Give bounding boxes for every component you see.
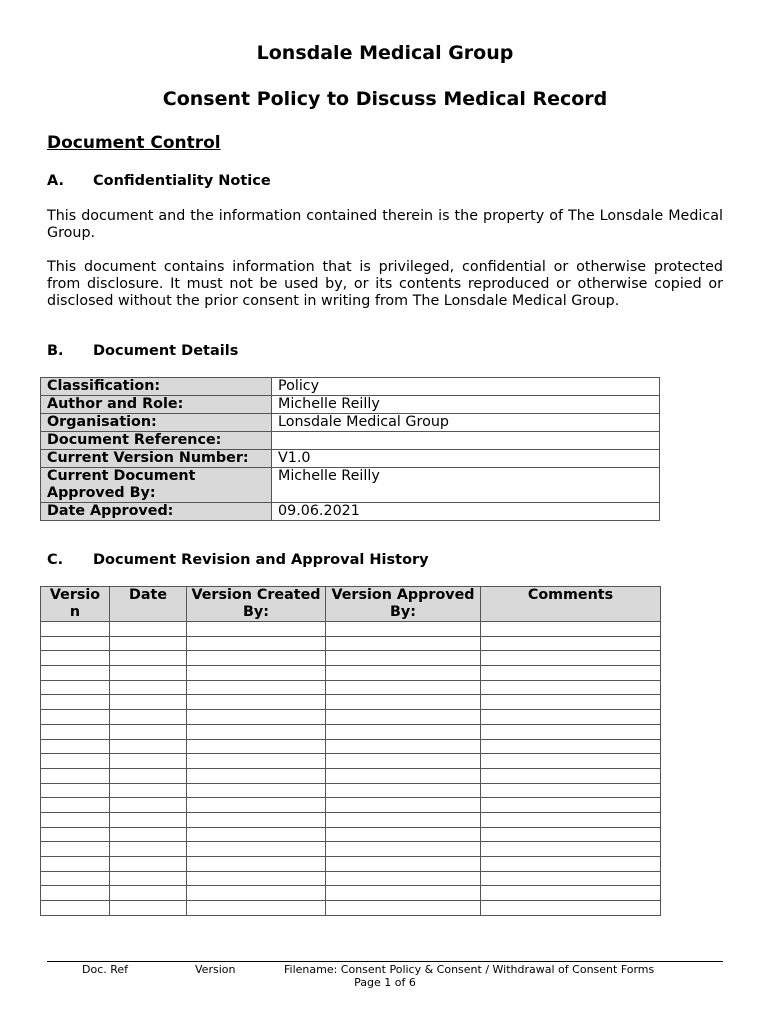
revision-cell <box>481 812 661 827</box>
column-header-date: Date <box>110 587 187 622</box>
document-details-table <box>40 377 660 521</box>
revision-row <box>41 651 661 666</box>
details-label: Current Document Approved By: <box>41 468 272 503</box>
details-label: Classification: <box>41 378 272 396</box>
details-value: Michelle Reilly <box>272 396 660 414</box>
revision-cell <box>187 842 326 857</box>
revision-cell <box>481 710 661 725</box>
details-value <box>272 432 660 450</box>
revision-cell <box>110 827 187 842</box>
revision-cell <box>326 768 481 783</box>
details-label: Author and Role: <box>41 396 272 414</box>
revision-cell <box>187 636 326 651</box>
section-a-heading <box>47 173 271 189</box>
revision-cell <box>110 798 187 813</box>
revision-cell <box>481 680 661 695</box>
details-value: 09.06.2021 <box>272 503 660 521</box>
revision-cell <box>110 754 187 769</box>
revision-cell <box>110 651 187 666</box>
revision-cell <box>481 739 661 754</box>
revision-cell <box>481 886 661 901</box>
details-row <box>41 432 660 450</box>
section-a-number: A. <box>47 173 64 189</box>
revision-cell <box>187 724 326 739</box>
revision-cell <box>187 886 326 901</box>
revision-cell <box>326 783 481 798</box>
footer-page-number: Page 1 of 6 <box>354 976 416 989</box>
document-control-heading: Document Control <box>47 133 221 153</box>
revision-row <box>41 768 661 783</box>
revision-cell <box>41 680 110 695</box>
revision-cell <box>326 695 481 710</box>
revision-cell <box>110 812 187 827</box>
revision-cell <box>187 783 326 798</box>
column-header-created-by: Version Created By: <box>187 587 326 622</box>
details-value: Lonsdale Medical Group <box>272 414 660 432</box>
section-b-heading <box>47 343 238 359</box>
confidentiality-paragraph-1: This document and the information contained therein is the property of The Lonsdale Medical Group. <box>47 208 723 241</box>
revision-cell <box>110 666 187 681</box>
revision-cell <box>326 871 481 886</box>
revision-cell <box>41 636 110 651</box>
column-header-version: Versio n <box>41 587 110 622</box>
revision-cell <box>326 886 481 901</box>
revision-cell <box>187 739 326 754</box>
details-row <box>41 378 660 396</box>
revision-cell <box>187 901 326 916</box>
revision-cell <box>187 857 326 872</box>
revision-row <box>41 724 661 739</box>
revision-row <box>41 739 661 754</box>
document-title: Consent Policy to Discuss Medical Record <box>162 88 608 110</box>
revision-row <box>41 636 661 651</box>
revision-cell <box>41 812 110 827</box>
revision-cell <box>41 871 110 886</box>
revision-cell <box>110 739 187 754</box>
revision-cell <box>481 798 661 813</box>
details-value: Michelle Reilly <box>272 468 660 503</box>
revision-row <box>41 783 661 798</box>
revision-cell <box>326 724 481 739</box>
org-title: Lonsdale Medical Group <box>256 42 514 64</box>
revision-cell <box>41 768 110 783</box>
revision-cell <box>326 622 481 637</box>
section-c-title: Document Revision and Approval History <box>93 552 429 568</box>
revision-cell <box>110 886 187 901</box>
details-value: V1.0 <box>272 450 660 468</box>
revision-cell <box>110 857 187 872</box>
section-b-number: B. <box>47 343 64 359</box>
section-a-title: Confidentiality Notice <box>93 173 271 189</box>
revision-cell <box>41 783 110 798</box>
revision-cell <box>187 768 326 783</box>
revision-row <box>41 842 661 857</box>
revision-cell <box>187 710 326 725</box>
revision-cell <box>187 827 326 842</box>
revision-cell <box>481 636 661 651</box>
revision-cell <box>481 901 661 916</box>
revision-cell <box>187 871 326 886</box>
revision-row <box>41 857 661 872</box>
revision-cell <box>187 695 326 710</box>
revision-cell <box>326 754 481 769</box>
revision-cell <box>41 666 110 681</box>
details-row <box>41 503 660 521</box>
section-b-title: Document Details <box>93 343 239 359</box>
revision-cell <box>41 724 110 739</box>
column-header-approved-by: Version Approved By: <box>326 587 481 622</box>
revision-header-row <box>41 587 661 622</box>
revision-cell <box>187 812 326 827</box>
details-value: Policy <box>272 378 660 396</box>
revision-row <box>41 710 661 725</box>
footer-version: Version <box>195 963 236 976</box>
revision-cell <box>41 857 110 872</box>
details-row <box>41 396 660 414</box>
revision-row <box>41 754 661 769</box>
revision-cell <box>326 651 481 666</box>
revision-row <box>41 812 661 827</box>
revision-cell <box>187 622 326 637</box>
revision-cell <box>326 857 481 872</box>
revision-cell <box>326 842 481 857</box>
revision-row <box>41 886 661 901</box>
column-header-comments: Comments <box>481 587 661 622</box>
revision-cell <box>326 666 481 681</box>
revision-cell <box>110 636 187 651</box>
revision-cell <box>187 651 326 666</box>
footer-filename: Filename: Consent Policy & Consent / Withdrawal of Consent Forms <box>284 963 655 976</box>
revision-cell <box>481 651 661 666</box>
revision-cell <box>326 827 481 842</box>
footer-divider <box>47 961 723 962</box>
revision-cell <box>326 739 481 754</box>
revision-cell <box>481 754 661 769</box>
revision-cell <box>481 783 661 798</box>
revision-cell <box>481 695 661 710</box>
section-c-heading <box>47 552 429 568</box>
revision-cell <box>41 886 110 901</box>
details-label: Organisation: <box>41 414 272 432</box>
revision-cell <box>326 636 481 651</box>
revision-cell <box>41 651 110 666</box>
revision-row <box>41 680 661 695</box>
revision-row <box>41 622 661 637</box>
revision-cell <box>41 798 110 813</box>
confidentiality-paragraph-2: This document contains information that is privileged, confidential or otherwise protected from disclosure. It must not be used by, or its contents reproduced or otherwise copied or disclosed without the prior consent in writing from The Lonsdale Medical Group. <box>47 259 723 309</box>
revision-cell <box>41 842 110 857</box>
revision-cell <box>481 666 661 681</box>
details-row <box>41 468 660 503</box>
revision-cell <box>326 901 481 916</box>
revision-cell <box>110 622 187 637</box>
revision-cell <box>110 842 187 857</box>
revision-cell <box>481 871 661 886</box>
section-c-number: C. <box>47 552 64 568</box>
revision-cell <box>481 842 661 857</box>
revision-cell <box>481 622 661 637</box>
revision-cell <box>187 666 326 681</box>
revision-row <box>41 798 661 813</box>
revision-cell <box>110 901 187 916</box>
revision-cell <box>481 857 661 872</box>
revision-cell <box>110 783 187 798</box>
revision-cell <box>110 710 187 725</box>
revision-cell <box>110 871 187 886</box>
revision-cell <box>326 680 481 695</box>
revision-history-table <box>40 586 661 916</box>
revision-cell <box>41 754 110 769</box>
details-label: Current Version Number: <box>41 450 272 468</box>
revision-cell <box>481 724 661 739</box>
revision-cell <box>41 739 110 754</box>
revision-cell <box>326 798 481 813</box>
revision-cell <box>481 768 661 783</box>
revision-row <box>41 827 661 842</box>
revision-cell <box>110 724 187 739</box>
revision-cell <box>481 827 661 842</box>
revision-cell <box>110 680 187 695</box>
revision-row <box>41 901 661 916</box>
revision-cell <box>187 798 326 813</box>
details-label: Document Reference: <box>41 432 272 450</box>
revision-cell <box>110 695 187 710</box>
revision-cell <box>110 768 187 783</box>
revision-row <box>41 666 661 681</box>
revision-cell <box>41 695 110 710</box>
revision-cell <box>326 812 481 827</box>
revision-row <box>41 871 661 886</box>
footer-doc-ref: Doc. Ref <box>82 963 129 976</box>
details-row <box>41 450 660 468</box>
revision-cell <box>41 710 110 725</box>
revision-row <box>41 695 661 710</box>
revision-cell <box>187 754 326 769</box>
revision-cell <box>326 710 481 725</box>
revision-cell <box>41 827 110 842</box>
revision-cell <box>41 622 110 637</box>
details-row <box>41 414 660 432</box>
revision-cell <box>187 680 326 695</box>
revision-cell <box>41 901 110 916</box>
details-label: Date Approved: <box>41 503 272 521</box>
revision-table-body <box>41 622 661 916</box>
